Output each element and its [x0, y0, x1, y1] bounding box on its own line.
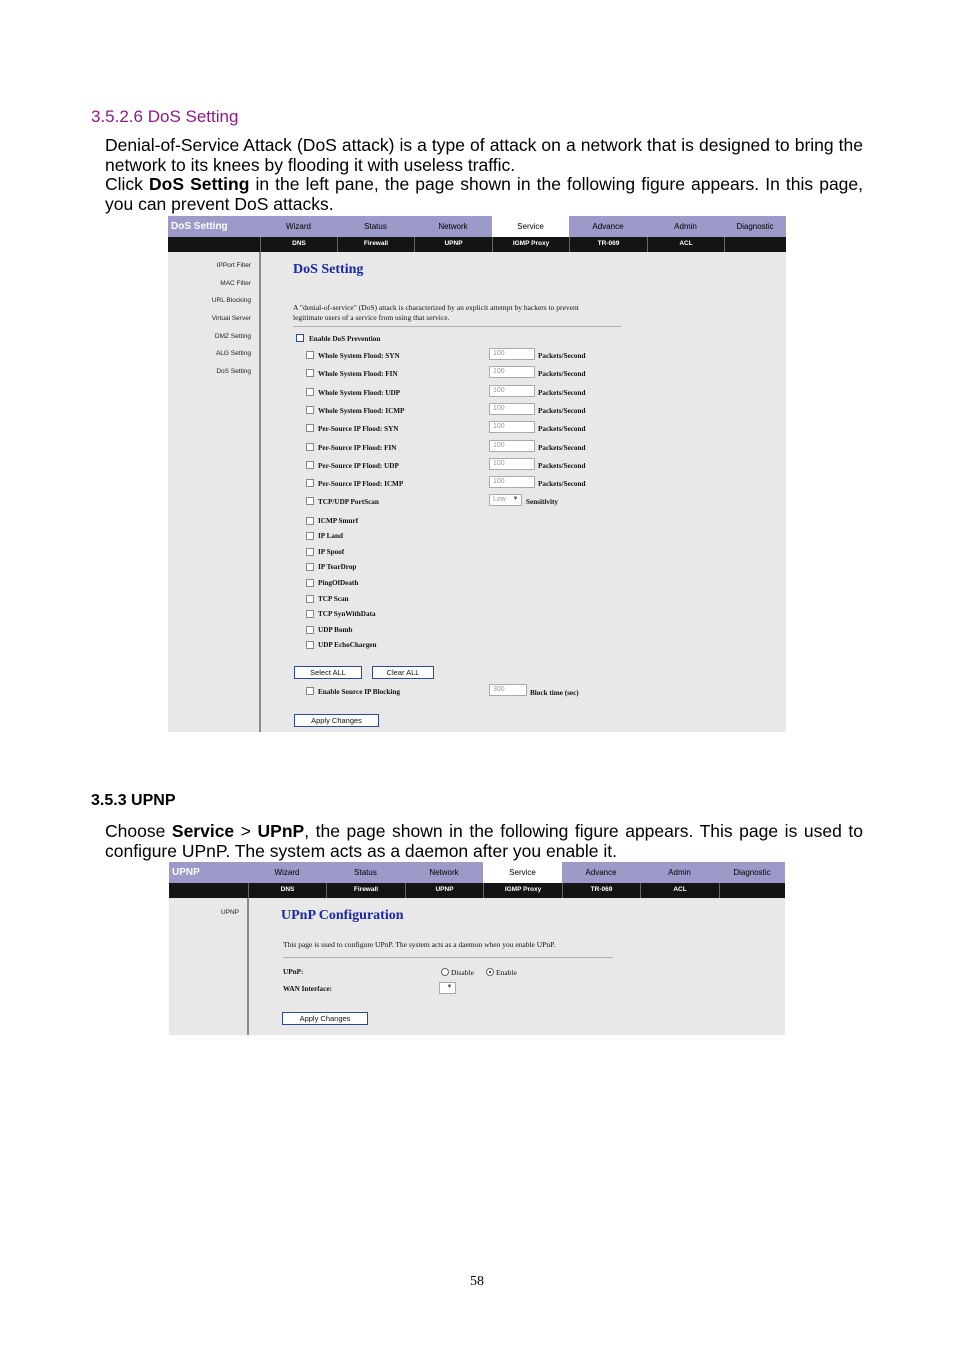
flood-checkbox[interactable]: [306, 461, 314, 469]
flood-checkbox[interactable]: [306, 406, 314, 414]
wan-interface-select[interactable]: [439, 982, 456, 994]
section-heading-upnp: 3.5.3 UPNP: [91, 792, 176, 809]
subtab-firewall[interactable]: Firewall: [337, 237, 414, 252]
subtab-tr069[interactable]: TR-069: [569, 237, 647, 252]
apply-changes-button[interactable]: Apply Changes: [282, 1012, 368, 1025]
tab-wizard[interactable]: Wizard: [286, 222, 311, 231]
upnp-label: UPnP:: [283, 968, 304, 976]
attack-checkbox[interactable]: [306, 626, 314, 634]
enable-dos-label: Enable DoS Prevention: [309, 335, 381, 343]
tab-diagnostic[interactable]: Diagnostic: [733, 868, 771, 877]
flood-input[interactable]: 100: [489, 476, 535, 488]
sidebar: [168, 252, 261, 732]
upnp-intro-paragraph: Choose Service > UPnP, the page shown in the following figure appears. This page is used to configure UPnP. The system acts as a daemon after you enable it.: [105, 821, 863, 861]
flood-label: Per-Source IP Flood: ICMP: [318, 480, 404, 488]
flood-checkbox[interactable]: [306, 369, 314, 377]
attack-label: TCP Scan: [318, 595, 349, 603]
flood-checkbox[interactable]: [306, 388, 314, 396]
subtab-firewall[interactable]: Firewall: [326, 883, 405, 898]
flood-unit: Packets/Second: [538, 425, 586, 433]
sub-nav-bar: [169, 883, 785, 898]
page-brand: UPNP: [172, 867, 200, 878]
attack-checkbox[interactable]: [306, 517, 314, 525]
divider: [293, 326, 621, 327]
flood-unit: Packets/Second: [538, 389, 586, 397]
attack-label: ICMP Smurf: [318, 517, 359, 525]
divider: [283, 957, 613, 958]
subtab-dns[interactable]: DNS: [248, 883, 326, 898]
main-nav-bar: [168, 216, 786, 237]
attack-checkbox[interactable]: [306, 548, 314, 556]
flood-label: Per-Source IP Flood: FIN: [318, 444, 397, 452]
flood-input[interactable]: 100: [489, 458, 535, 470]
section-heading-dos: 3.5.2.6 DoS Setting: [91, 107, 239, 126]
sidebar-item-alg-setting[interactable]: ALG Setting: [215, 350, 251, 357]
sub-nav-bar: [168, 237, 786, 252]
wan-interface-label: WAN Interface:: [283, 985, 332, 993]
subtab-acl[interactable]: ACL: [640, 883, 719, 898]
upnp-disable-radio[interactable]: [441, 968, 449, 976]
flood-label: Whole System Flood: ICMP: [318, 407, 405, 415]
sidebar-item-dos-setting[interactable]: DoS Setting: [216, 368, 251, 375]
dos-setting-screenshot: [168, 216, 786, 732]
attack-checkbox[interactable]: [306, 595, 314, 603]
flood-input[interactable]: 100: [489, 403, 535, 415]
attack-checkbox[interactable]: [306, 563, 314, 571]
flood-input[interactable]: 100: [489, 385, 535, 397]
subtab-igmp-proxy[interactable]: IGMP Proxy: [492, 237, 569, 252]
page-title: DoS Setting: [293, 262, 364, 277]
block-time-input[interactable]: 300: [489, 684, 527, 696]
page-description: This page is used to configure UPnP. The system acts as a daemon when you enable UPnP.: [283, 940, 556, 949]
flood-unit: Packets/Second: [538, 480, 586, 488]
page-title: UPnP Configuration: [281, 908, 404, 923]
source-ip-blocking-label: Enable Source IP Blocking: [318, 688, 400, 696]
subtab-upnp[interactable]: UPNP: [405, 883, 483, 898]
attack-label: TCP SynWithData: [318, 610, 376, 618]
tab-wizard[interactable]: Wizard: [274, 868, 300, 877]
upnp-enable-radio[interactable]: [486, 968, 494, 976]
tab-admin[interactable]: Admin: [668, 868, 691, 877]
portscan-label: TCP/UDP PortScan: [318, 498, 379, 506]
attack-checkbox[interactable]: [306, 532, 314, 540]
tab-network[interactable]: Network: [429, 868, 459, 877]
flood-unit: Packets/Second: [538, 370, 586, 378]
flood-unit: Packets/Second: [538, 352, 586, 360]
flood-checkbox[interactable]: [306, 351, 314, 359]
sidebar-item-dmz-setting[interactable]: DMZ Setting: [214, 333, 251, 340]
block-time-unit: Block time (sec): [530, 689, 579, 697]
flood-label: Whole System Flood: FIN: [318, 370, 398, 378]
attack-checkbox[interactable]: [306, 641, 314, 649]
tab-status[interactable]: Status: [354, 868, 377, 877]
flood-input[interactable]: 100: [489, 440, 535, 452]
upnp-enable-label: Enable: [496, 968, 517, 977]
select-all-button[interactable]: Select ALL: [294, 666, 362, 679]
flood-input[interactable]: 100: [489, 366, 535, 378]
attack-label: PingOfDeath: [318, 579, 359, 587]
flood-unit: Packets/Second: [538, 462, 586, 470]
attack-label: UDP Bomb: [318, 626, 353, 634]
flood-checkbox[interactable]: [306, 424, 314, 432]
tab-network[interactable]: Network: [438, 222, 468, 231]
page-brand: DoS Setting: [171, 221, 228, 232]
tab-service[interactable]: Service: [492, 216, 569, 237]
attack-label: IP Land: [318, 532, 343, 540]
flood-input[interactable]: 100: [489, 348, 535, 360]
enable-dos-checkbox[interactable]: [296, 334, 304, 342]
page-number: 58: [470, 1274, 484, 1289]
sidebar-item-url-blocking[interactable]: URL Blocking: [211, 297, 251, 304]
attack-label: IP TearDrop: [318, 563, 357, 571]
subtab-upnp[interactable]: UPNP: [414, 237, 492, 252]
subtab-dns[interactable]: DNS: [260, 237, 337, 252]
dos-click-paragraph: Click DoS Setting in the left pane, the page shown in the following figure appears. In this page, you can prevent DoS attacks.: [105, 174, 864, 214]
chevron-down-icon: ▼: [446, 984, 453, 990]
tab-admin[interactable]: Admin: [674, 222, 697, 231]
source-ip-blocking-checkbox[interactable]: [306, 687, 314, 695]
attack-checkbox[interactable]: [306, 610, 314, 618]
sidebar-item-upnp[interactable]: UPNP: [220, 909, 239, 916]
sidebar: [169, 898, 249, 1035]
page-description: A "denial-of-service" (DoS) attack is characterized by an explicit attempt by hackers to prevent legitimate users of a service from using that service.: [293, 303, 579, 322]
clear-all-button[interactable]: Clear ALL: [372, 666, 434, 679]
flood-checkbox[interactable]: [306, 479, 314, 487]
flood-unit: Packets/Second: [538, 444, 586, 452]
flood-checkbox[interactable]: [306, 443, 314, 451]
attack-checkbox[interactable]: [306, 579, 314, 587]
attack-label: IP Spoof: [318, 548, 345, 556]
subtab-empty: [724, 237, 786, 252]
attack-label: UDP EchoChargen: [318, 641, 377, 649]
main-nav-bar: [169, 862, 785, 883]
subtab-igmp-proxy[interactable]: IGMP Proxy: [483, 883, 562, 898]
tab-advance[interactable]: Advance: [592, 222, 624, 231]
flood-input[interactable]: 100: [489, 421, 535, 433]
apply-changes-button[interactable]: Apply Changes: [294, 714, 379, 727]
flood-label: Per-Source IP Flood: UDP: [318, 462, 399, 470]
chevron-down-icon: ▼: [512, 496, 519, 502]
flood-label: Whole System Flood: SYN: [318, 352, 400, 360]
tab-advance[interactable]: Advance: [585, 868, 617, 877]
flood-unit: Packets/Second: [538, 407, 586, 415]
sidebar-item-mac-filter[interactable]: MAC Filter: [220, 280, 251, 287]
upnp-disable-label: Disable: [451, 968, 474, 977]
tab-service[interactable]: Service: [483, 862, 562, 883]
tab-diagnostic[interactable]: Diagnostic: [736, 222, 774, 231]
flood-label: Per-Source IP Flood: SYN: [318, 425, 399, 433]
subtab-tr069[interactable]: TR-069: [562, 883, 640, 898]
flood-label: Whole System Flood: UDP: [318, 389, 401, 397]
sidebar-item-virtual-server[interactable]: Virtual Server: [211, 315, 251, 322]
tab-status[interactable]: Status: [364, 222, 387, 231]
subtab-acl[interactable]: ACL: [647, 237, 724, 252]
sensitivity-label: Sensitivity: [526, 498, 558, 506]
upnp-screenshot: [169, 862, 785, 1035]
sidebar-item-ipport-filter[interactable]: IPPort Filter: [216, 262, 251, 269]
sensitivity-select[interactable]: Low ▼: [489, 494, 522, 506]
subtab-empty: [719, 883, 785, 898]
dos-intro-paragraph: Denial-of-Service Attack (DoS attack) is a type of attack on a network that is designed to bring the network to its knees by flooding it with useless traffic.: [105, 135, 863, 175]
portscan-checkbox[interactable]: [306, 497, 314, 505]
